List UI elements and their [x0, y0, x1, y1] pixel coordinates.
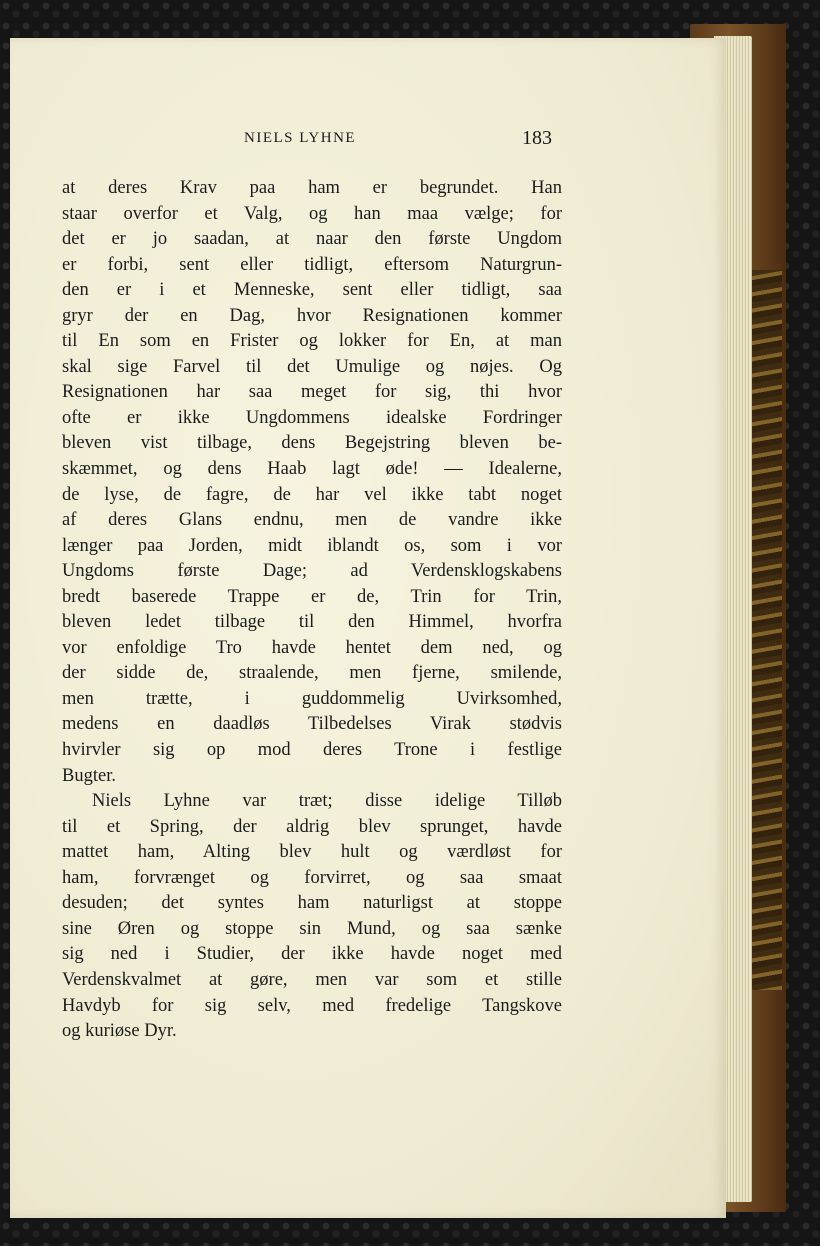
running-head-title: NIELS LYHNE	[244, 130, 357, 146]
text-line: at deres Krav paa ham er begrundet. Han	[62, 178, 562, 198]
text-line: af deres Glans endnu, men de vandre ikke	[62, 510, 562, 531]
text-line: de lyse, de fagre, de har vel ikke tabt noget	[62, 484, 562, 505]
paragraph-first-line: Niels Lyhne var træt; disse idelige Tilløb	[92, 791, 562, 812]
text-line: er forbi, sent eller tidligt, eftersom Naturgrun-	[62, 254, 562, 275]
text-line: Ungdoms første Dage; ad Verdensklogskabens	[62, 561, 562, 582]
running-head	[0, 128, 820, 152]
text-line: ham, forvrænget og forvirret, og saa smaat	[62, 867, 562, 888]
text-line: bleven ledet tilbage til den Himmel, hvorfra	[62, 612, 562, 633]
text-line: Verdenskvalmet at gøre, men var som et stille	[62, 969, 562, 990]
text-line: skæmmet, og dens Haab lagt øde! — Idealerne,	[62, 459, 562, 480]
text-line: ofte er ikke Ungdommens idealske Fordringer	[62, 407, 562, 428]
text-line: og kuriøse Dyr.	[62, 1021, 177, 1042]
text-line: til En som en Frister og lokker for En, at man	[62, 331, 562, 352]
text-line: Bugter.	[62, 765, 116, 786]
text-line: bleven vist tilbage, dens Begejstring bleven be-	[62, 433, 562, 454]
text-line: til et Spring, der aldrig blev sprunget, havde	[62, 816, 562, 837]
text-line: der sidde de, straalende, men fjerne, smilende,	[62, 663, 562, 684]
text-line: staar overfor et Valg, og han maa vælge; for	[62, 203, 562, 224]
text-line: mattet ham, Alting blev hult og værdløst for	[62, 842, 562, 863]
text-line: længer paa Jorden, midt iblandt os, som i vor	[62, 535, 562, 556]
text-line: desuden; det syntes ham naturligst at stoppe	[62, 893, 562, 914]
text-line: Havdyb for sig selv, med fredelige Tangskove	[62, 995, 562, 1016]
text-line: vor enfoldige Tro havde hentet dem ned, og	[62, 637, 562, 658]
text-line: bredt baserede Trappe er de, Trin for Trin,	[62, 586, 562, 607]
text-line: det er jo saadan, at naar den første Ungdom	[62, 229, 562, 250]
text-line: men trætte, i guddommelig Uvirksomhed,	[62, 688, 562, 709]
text-line: sine Øren og stoppe sin Mund, og saa sænke	[62, 918, 562, 939]
body-text	[62, 176, 562, 1045]
page-number: 183	[522, 127, 552, 149]
marbled-cover-edge	[752, 270, 782, 990]
text-line: Resignationen har saa meget for sig, thi hvor	[62, 382, 562, 403]
text-line: skal sige Farvel til det Umulige og nøjes. Og	[62, 356, 562, 377]
text-line: gryr der en Dag, hvor Resignationen kommer	[62, 305, 562, 326]
text-line: hvirvler sig op mod deres Trone i festlige	[62, 740, 562, 761]
text-line: den er i et Menneske, sent eller tidligt, saa	[62, 280, 562, 301]
text-line: medens en daadløs Tilbedelses Virak stødvis	[62, 714, 562, 735]
text-line: sig ned i Studier, der ikke havde noget med	[62, 944, 562, 965]
